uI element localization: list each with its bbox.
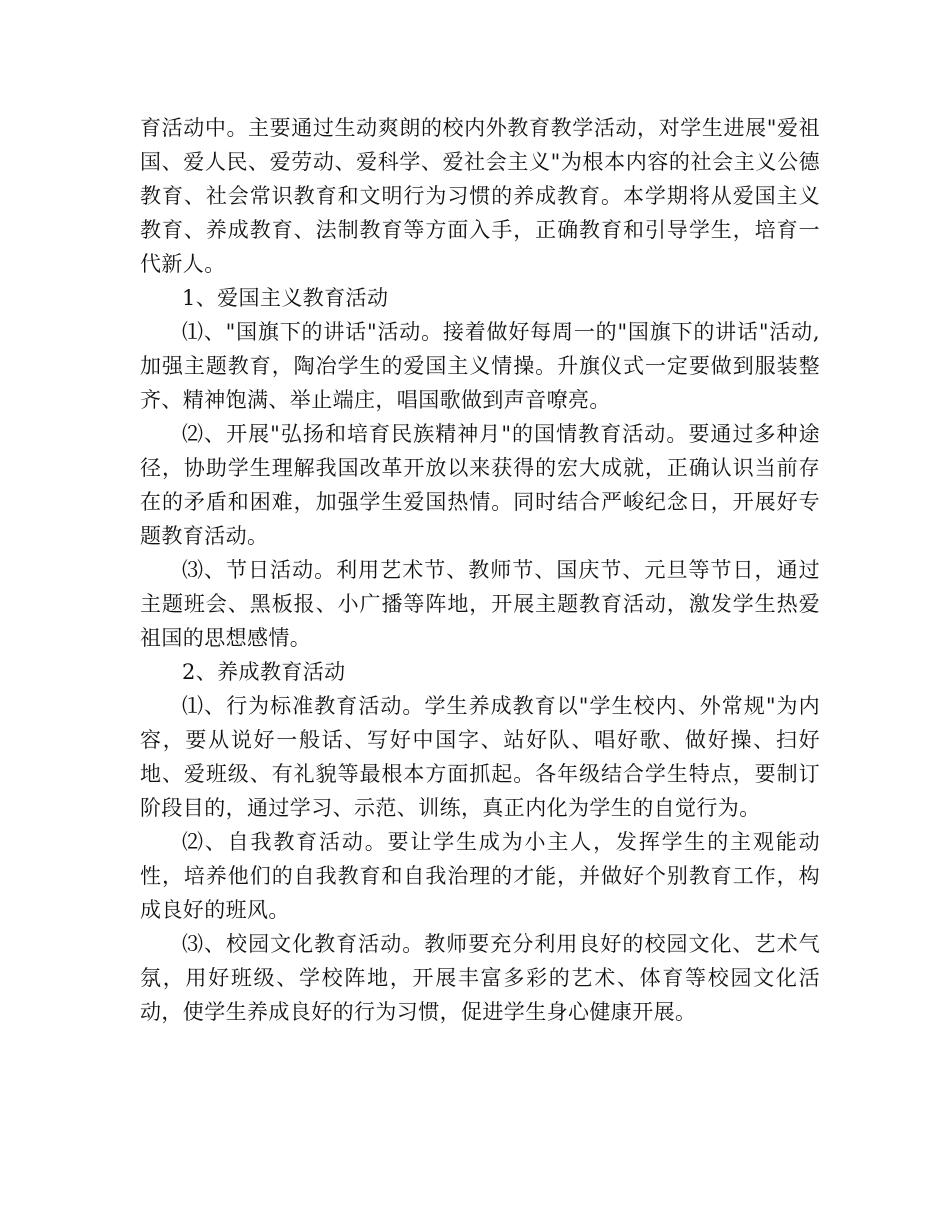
paragraph-self-education: ⑵、自我教育活动。要让学生成为小主人，发挥学生的主观能动性，培养他们的自我教育和自我治理的才能，并做好个别教育工作，构成良好的班风。 (140, 830, 820, 922)
section-heading-patriotic-education: 1、爱国主义教育活动 (182, 286, 389, 310)
paragraph-intro-continued: 育活动中。主要通过生动爽朗的校内外教育教学活动，对学生进展"爱祖国、爱人民、爱劳动、爱科学、爱社会主义"为根本内容的社会主义公德教育、社会常识教育和文明行为习惯的养成教育。本学期将从爱国主义教育、养成教育、法制教育等方面入手，正确教育和引导学生，培育一代新人。 (140, 116, 820, 276)
paragraph-behavior-standards: ⑴、行为标准教育活动。学生养成教育以"学生校内、外常规"为内容，要从说好一般话、写好中国字、站好队、唱好歌、做好操、扫好地、爱班级、有礼貌等最根本方面抓起。各年级结合学生特点，要制订阶段目的，通过学习、示范、训练，真正内化为学生的自觉行为。 (140, 694, 820, 820)
paragraph-flag-speech: ⑴、"国旗下的讲话"活动。接着做好每周一的"国旗下的讲话"活动,加强主题教育，陶冶学生的爱国主义情操。升旗仪式一定要做到服装整齐、精神饱满、举止端庄，唱国歌做到声音嘹亮。 (140, 320, 820, 412)
section-heading-habit-education: 2、养成教育活动 (182, 660, 346, 684)
document-body (140, 111, 820, 1029)
paragraph-national-spirit-month: ⑵、开展"弘扬和培育民族精神月"的国情教育活动。要通过多种途径，协助学生理解我国改革开放以来获得的宏大成就，正确认识当前存在的矛盾和困难，加强学生爱国热情。同时结合严峻纪念日，开展好专题教育活动。 (140, 422, 820, 548)
paragraph-campus-culture: ⑶、校园文化教育活动。教师要充分利用良好的校园文化、艺术气氛，用好班级、学校阵地，开展丰富多彩的艺术、体育等校园文化活动，使学生养成良好的行为习惯，促进学生身心健康开展。 (140, 932, 820, 1024)
paragraph-holiday-activities: ⑶、节日活动。利用艺术节、教师节、国庆节、元旦等节日，通过主题班会、黑板报、小广播等阵地，开展主题教育活动，激发学生热爱祖国的思想感情。 (140, 558, 820, 650)
